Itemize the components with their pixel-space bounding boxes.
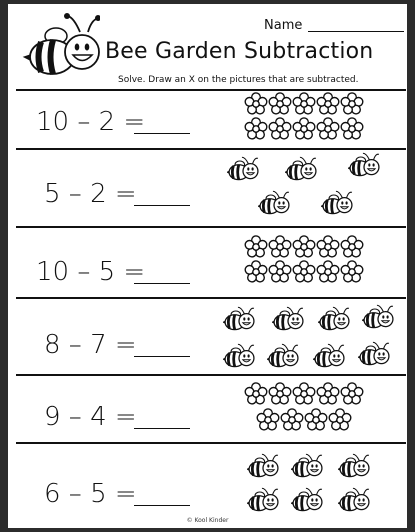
problem-expression: 10 – 2 = bbox=[36, 107, 146, 137]
flower-icon[interactable] bbox=[244, 117, 268, 141]
flower-icon[interactable] bbox=[292, 92, 316, 116]
answer-blank[interactable] bbox=[134, 505, 190, 506]
flower-icon[interactable] bbox=[292, 260, 316, 284]
flower-icon[interactable] bbox=[340, 260, 364, 284]
bee-icon[interactable] bbox=[291, 487, 323, 513]
section-divider bbox=[16, 442, 406, 444]
bee-icon[interactable] bbox=[285, 156, 317, 182]
bee-icon[interactable] bbox=[313, 343, 345, 369]
bee-icon[interactable] bbox=[291, 453, 323, 479]
problem-expression: 9 – 4 = bbox=[44, 402, 137, 432]
problem-expression: 5 – 2 = bbox=[44, 179, 137, 209]
flower-icon[interactable] bbox=[316, 117, 340, 141]
flower-icon[interactable] bbox=[244, 92, 268, 116]
flower-icon[interactable] bbox=[340, 382, 364, 406]
bee-mascot-icon bbox=[22, 10, 100, 80]
flower-icon[interactable] bbox=[244, 235, 268, 259]
answer-blank[interactable] bbox=[134, 428, 190, 429]
section-divider bbox=[16, 297, 406, 299]
bee-icon[interactable] bbox=[318, 306, 350, 332]
problem-expression: 8 – 7 = bbox=[44, 330, 137, 360]
flower-icon[interactable] bbox=[268, 260, 292, 284]
page-title: Bee Garden Subtraction bbox=[105, 39, 374, 64]
problem-expression: 10 – 5 = bbox=[36, 257, 146, 287]
bee-icon[interactable] bbox=[223, 343, 255, 369]
bee-icon[interactable] bbox=[227, 156, 259, 182]
flower-icon[interactable] bbox=[280, 408, 304, 432]
flower-icon[interactable] bbox=[328, 408, 352, 432]
flower-icon[interactable] bbox=[244, 382, 268, 406]
answer-blank[interactable] bbox=[134, 133, 190, 134]
name-label: Name bbox=[264, 18, 303, 33]
bee-icon[interactable] bbox=[272, 306, 304, 332]
flower-icon[interactable] bbox=[340, 117, 364, 141]
flower-icon[interactable] bbox=[316, 260, 340, 284]
answer-blank[interactable] bbox=[134, 356, 190, 357]
flower-icon[interactable] bbox=[304, 408, 328, 432]
bee-icon[interactable] bbox=[348, 152, 380, 178]
bee-icon[interactable] bbox=[362, 304, 394, 330]
bee-icon[interactable] bbox=[338, 487, 370, 513]
bee-icon[interactable] bbox=[338, 453, 370, 479]
flower-icon[interactable] bbox=[316, 235, 340, 259]
bee-icon[interactable] bbox=[267, 343, 299, 369]
flower-icon[interactable] bbox=[268, 117, 292, 141]
flower-icon[interactable] bbox=[244, 260, 268, 284]
section-divider bbox=[16, 148, 406, 150]
bee-icon[interactable] bbox=[258, 190, 290, 216]
bee-icon[interactable] bbox=[247, 453, 279, 479]
bee-icon[interactable] bbox=[358, 341, 390, 367]
worksheet bbox=[8, 4, 407, 528]
flower-icon[interactable] bbox=[316, 92, 340, 116]
instructions: Solve. Draw an X on the pictures that are subtracted. bbox=[118, 75, 359, 85]
flower-icon[interactable] bbox=[268, 235, 292, 259]
answer-blank[interactable] bbox=[134, 205, 190, 206]
flower-icon[interactable] bbox=[268, 382, 292, 406]
answer-blank[interactable] bbox=[134, 283, 190, 284]
flower-icon[interactable] bbox=[316, 382, 340, 406]
name-field-line[interactable] bbox=[308, 31, 404, 32]
flower-icon[interactable] bbox=[292, 235, 316, 259]
flower-icon[interactable] bbox=[340, 92, 364, 116]
flower-icon[interactable] bbox=[256, 408, 280, 432]
bee-icon[interactable] bbox=[321, 190, 353, 216]
flower-icon[interactable] bbox=[292, 117, 316, 141]
section-divider bbox=[16, 89, 406, 91]
bee-icon[interactable] bbox=[223, 306, 255, 332]
section-divider bbox=[16, 226, 406, 228]
problem-expression: 6 – 5 = bbox=[44, 479, 137, 509]
flower-icon[interactable] bbox=[292, 382, 316, 406]
flower-icon[interactable] bbox=[268, 92, 292, 116]
footer-credit: © Kool Kinder bbox=[186, 517, 229, 524]
bee-icon[interactable] bbox=[247, 487, 279, 513]
section-divider bbox=[16, 374, 406, 376]
flower-icon[interactable] bbox=[340, 235, 364, 259]
